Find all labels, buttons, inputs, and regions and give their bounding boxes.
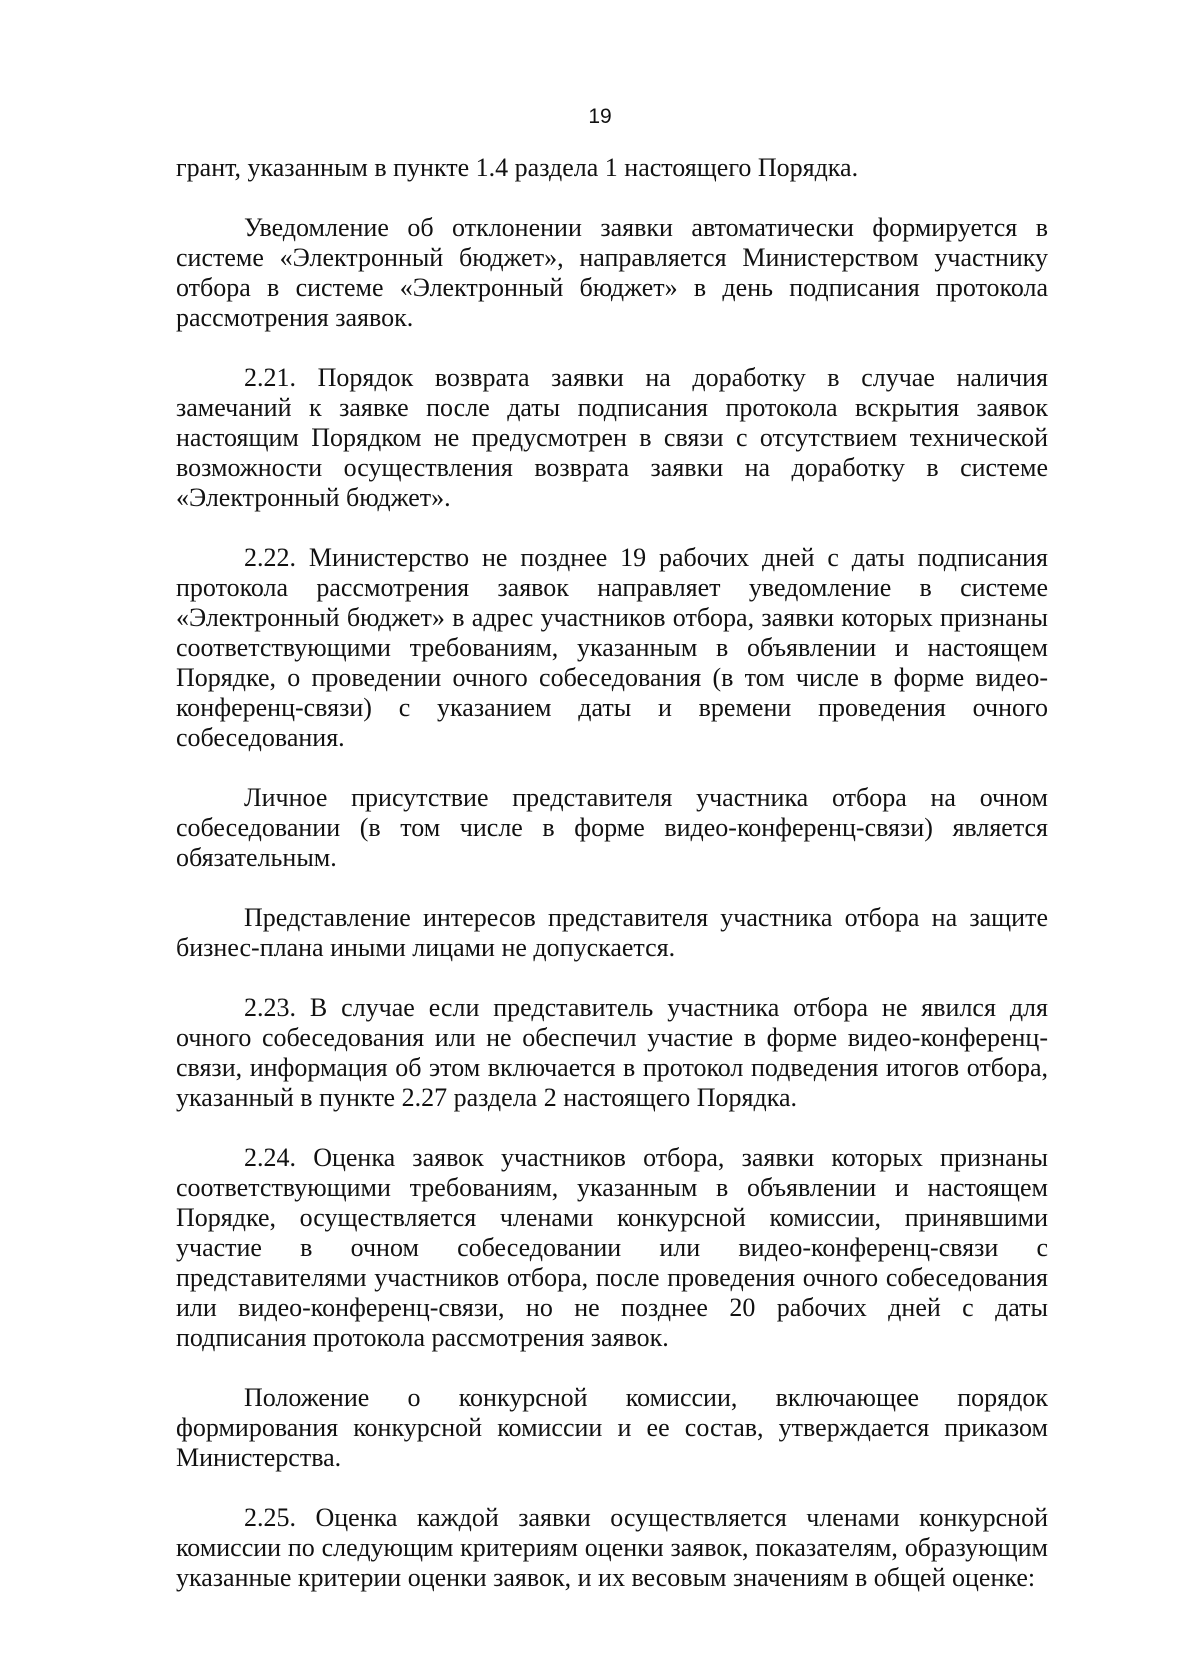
paragraph-2-21: 2.21. Порядок возврата заявки на доработку в случае наличия замечаний к заявке после даты подписания протокола вскрытия заявок настоящим Порядком не предусмотрен в связи с отсутствием технической возможности осуществления возврата заявки на доработку в системе «Электронный бюджет».	[176, 363, 1048, 512]
paragraph-continuation: грант, указанным в пункте 1.4 раздела 1 настоящего Порядка.	[176, 153, 859, 182]
paragraph-commission-regulation: Положение о конкурсной комиссии, включающее порядок формирования конкурсной комиссии и ее состав, утверждается приказом Министерства.	[176, 1383, 1048, 1472]
paragraph-2-25: 2.25. Оценка каждой заявки осуществляется членами конкурсной комиссии по следующим критериям оценки заявок, показателям, образующим указанные критерии оценки заявок, и их весовым значениям в общей оценке:	[176, 1503, 1048, 1592]
paragraph-representation: Представление интересов представителя участника отбора на защите бизнес-плана иными лицами не допускается.	[176, 903, 1048, 962]
document-body	[176, 153, 1048, 1593]
paragraph-2-24: 2.24. Оценка заявок участников отбора, заявки которых признаны соответствующими требованиям, указанным в объявлении и настоящем Порядке, осуществляется членами конкурсной комиссии, принявшими участие в очном собеседовании или видео-конференц-связи с представителями участников отбора, после проведения очного собеседования или видео-конференц-связи, но не позднее 20 рабочих дней с даты подписания протокола рассмотрения заявок.	[176, 1143, 1048, 1352]
paragraph-2-22: 2.22. Министерство не позднее 19 рабочих дней с даты подписания протокола рассмотрения заявок направляет уведомление в системе «Электронный бюджет» в адрес участников отбора, заявки которых признаны соответствующими требованиям, указанным в объявлении и настоящем Порядке, о проведении очного собеседования (в том числе в форме видео-конференц-связи) с указанием даты и времени проведения очного собеседования.	[176, 543, 1048, 752]
paragraph-2-23: 2.23. В случае если представитель участника отбора не явился для очного собеседования или не обеспечил участие в форме видео-конференц-связи, информация об этом включается в протокол подведения итогов отбора, указанный в пункте 2.27 раздела 2 настоящего Порядка.	[176, 993, 1048, 1112]
paragraph-rejection-notice: Уведомление об отклонении заявки автоматически формируется в системе «Электронный бюджет», направляется Министерством участнику отбора в системе «Электронный бюджет» в день подписания протокола рассмотрения заявок.	[176, 213, 1048, 332]
paragraph-personal-presence: Личное присутствие представителя участника отбора на очном собеседовании (в том числе в форме видео-конференц-связи) является обязательным.	[176, 783, 1048, 872]
page-number: 19	[588, 105, 612, 128]
